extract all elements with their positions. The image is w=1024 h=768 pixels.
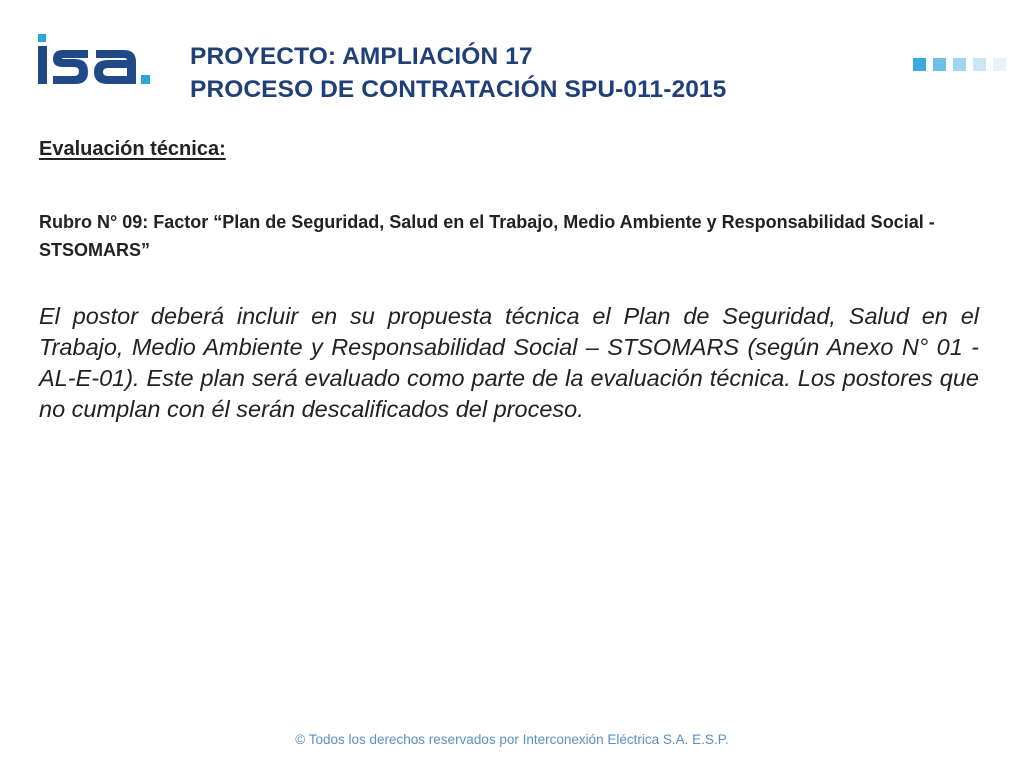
copyright-footer: © Todos los derechos reservados por Interconexión Eléctrica S.A. E.S.P. [295, 732, 729, 747]
decor-square [953, 58, 966, 71]
isa-logo-icon [36, 32, 162, 94]
decor-square [933, 58, 946, 71]
decorative-squares [913, 58, 1006, 71]
decor-square [913, 58, 926, 71]
section-heading: Evaluación técnica: [39, 138, 226, 160]
isa-logo [36, 32, 162, 94]
header-title-block [190, 40, 890, 106]
project-title: PROYECTO: AMPLIACIÓN 17 [190, 43, 533, 70]
process-title: PROCESO DE CONTRATACIÓN SPU-011-2015 [190, 76, 727, 103]
decor-square [993, 58, 1006, 71]
item-heading: Rubro N° 09: Factor “Plan de Seguridad, Salud en el Trabajo, Medio Ambiente y Responsabilidad Social - STSOMARS” [39, 212, 935, 260]
body-paragraph: El postor deberá incluir en su propuesta técnica el Plan de Seguridad, Salud en el Trabajo, Medio Ambiente y Responsabilidad Social – STSOMARS (según Anexo N° 01 - AL-E-01). Este plan será evaluado como parte de la evaluación técnica. Los postores que no cumplan con él serán descalificados del proceso. [39, 303, 979, 422]
decor-square [973, 58, 986, 71]
